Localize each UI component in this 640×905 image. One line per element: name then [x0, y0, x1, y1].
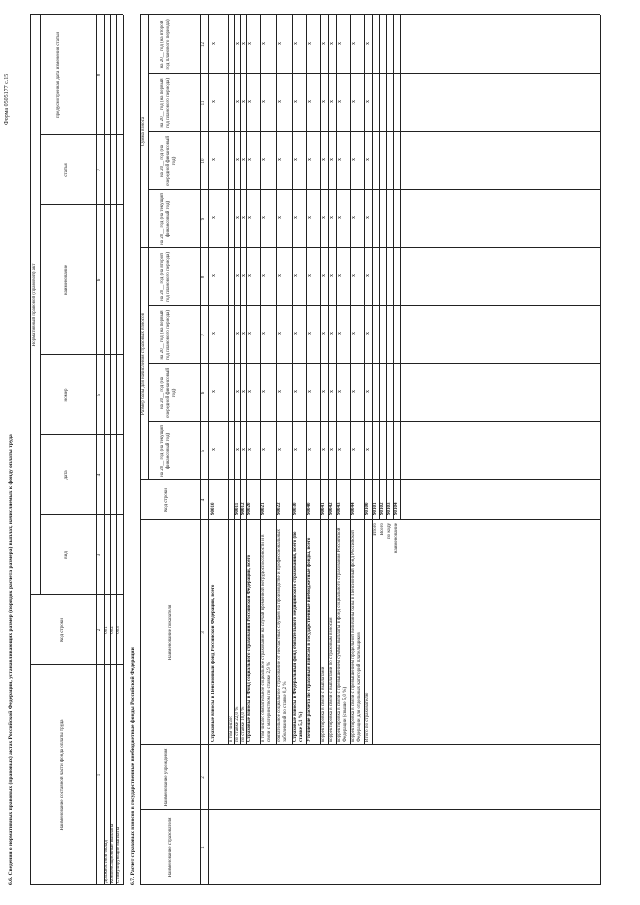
- hdr-part-name: Наименование составной части фонда оплаты труда: [60, 719, 65, 831]
- x-mark: x: [211, 158, 217, 161]
- s67-indicator: Страховые взносы в Пенсионный фонд Российской Федерации, всего: [211, 584, 216, 742]
- x-mark: x: [247, 390, 253, 393]
- x-mark: x: [337, 390, 343, 393]
- x-mark: x: [337, 216, 343, 219]
- s67-code: 90043: [337, 502, 342, 515]
- hdr-y2b: на 20__ год (на очередной финансовый год): [160, 136, 177, 187]
- s67-indicator: по ставке 22,0 %: [235, 706, 240, 742]
- x-mark: x: [293, 158, 299, 161]
- x-mark: x: [307, 274, 313, 277]
- s66-colnum: 7: [97, 168, 102, 172]
- hdr-y1: на 20__ год (на текущий финансовый год): [160, 425, 171, 477]
- s66-row-name: Должностной оклад: [104, 840, 109, 883]
- hdr-y3b: на 20__ год (на первый год планового периода): [160, 78, 171, 128]
- hdr-base-group: Размер базы для начисления страховых взносов: [141, 313, 146, 415]
- x-mark: x: [307, 390, 313, 393]
- hdr-sum-group: Сумма взноса: [141, 116, 146, 147]
- s67-indicator: корректировка в связи с выплатами: [321, 666, 326, 742]
- hdr-row-code: Код строки: [60, 618, 65, 642]
- hdr-insurer: Наименование страхователя: [168, 817, 173, 878]
- x-mark: x: [329, 216, 335, 219]
- x-mark: x: [365, 100, 371, 103]
- x-mark: x: [365, 274, 371, 277]
- x-mark: x: [293, 216, 299, 219]
- s67-code: 90011: [235, 502, 240, 515]
- s67-indicator: по ставке 10,0 %: [241, 706, 246, 742]
- x-mark: x: [321, 332, 327, 335]
- s67-code: 90010: [211, 502, 216, 515]
- hdr-naim: наименование: [64, 264, 69, 296]
- s67-colnum: 1: [201, 846, 206, 849]
- x-mark: x: [241, 100, 247, 103]
- x-mark: x: [235, 448, 241, 451]
- hdr-vid: вид: [64, 551, 69, 559]
- x-mark: x: [293, 332, 299, 335]
- x-mark: x: [365, 42, 371, 45]
- s66-colnum: 3: [97, 553, 102, 557]
- s67-code: 90100: [365, 502, 370, 515]
- s67-code: 90042: [329, 502, 334, 515]
- x-mark: x: [261, 332, 267, 335]
- x-mark: x: [307, 158, 313, 161]
- x-mark: x: [235, 158, 241, 161]
- footer-label: по коду: [387, 523, 392, 540]
- section-6-7-title: 6.7. Расчет страховых взносов в государственные внебюджетные фонды Российской Федерации: [130, 647, 136, 885]
- s66-row-name: Стимулирующие выплаты: [116, 827, 121, 883]
- x-mark: x: [277, 42, 283, 45]
- s66-colnum: 5: [97, 393, 102, 397]
- x-mark: x: [351, 274, 357, 277]
- s66-colnum: 8: [97, 73, 102, 77]
- x-mark: x: [329, 100, 335, 103]
- s66-colnum: 6: [97, 278, 102, 282]
- x-mark: x: [337, 42, 343, 45]
- x-mark: x: [277, 158, 283, 161]
- x-mark: x: [351, 332, 357, 335]
- s67-code: 90022: [277, 502, 282, 515]
- s67-code: 90040: [307, 502, 312, 515]
- hdr-y3: на 20__ год (на первый год планового периода): [160, 310, 171, 360]
- x-mark: x: [351, 100, 357, 103]
- row-divider: [372, 15, 373, 745]
- x-mark: x: [261, 42, 267, 45]
- x-mark: x: [241, 274, 247, 277]
- x-mark: x: [261, 274, 267, 277]
- hdr-indicator: Наименование показателя: [168, 604, 173, 661]
- row-divider: [393, 15, 394, 520]
- s67-colnum: 11: [201, 100, 206, 106]
- hdr-row-code-67: Код строки: [164, 488, 169, 512]
- hdr-y4: на 20__ год (на второй год планового периода): [160, 252, 171, 302]
- s67-code: 90044: [351, 502, 356, 515]
- hdr-y1b: на 20__ год (на текущий финансовый год): [160, 193, 171, 245]
- x-mark: x: [321, 100, 327, 103]
- x-mark: x: [277, 390, 283, 393]
- hdr-y2: на 20__ год (на очередной финансовый год): [160, 368, 177, 419]
- x-mark: x: [307, 100, 313, 103]
- x-mark: x: [211, 42, 217, 45]
- x-mark: x: [293, 42, 299, 45]
- x-mark: x: [321, 42, 327, 45]
- x-mark: x: [235, 332, 241, 335]
- s67-indicator: в том числе:: [229, 715, 234, 742]
- s67-code: 90012: [241, 502, 246, 515]
- footer-code: 90104: [394, 502, 399, 515]
- x-mark: x: [321, 390, 327, 393]
- row-divider: [400, 15, 401, 520]
- x-mark: x: [293, 100, 299, 103]
- s66-colnum: 4: [97, 473, 102, 477]
- x-mark: x: [241, 390, 247, 393]
- s67-colnum: 12: [201, 42, 206, 47]
- x-mark: x: [247, 274, 253, 277]
- x-mark: x: [261, 100, 267, 103]
- x-mark: x: [247, 216, 253, 219]
- s67-code: 90041: [321, 502, 326, 515]
- x-mark: x: [261, 390, 267, 393]
- x-mark: x: [211, 274, 217, 277]
- x-mark: x: [247, 100, 253, 103]
- footer-label: Итого: [373, 523, 378, 536]
- x-mark: x: [351, 390, 357, 393]
- x-mark: x: [235, 390, 241, 393]
- x-mark: x: [211, 448, 217, 451]
- x-mark: x: [241, 448, 247, 451]
- x-mark: x: [337, 332, 343, 335]
- s67-indicator: Итого по страхователю: [365, 692, 370, 742]
- x-mark: x: [351, 158, 357, 161]
- x-mark: x: [365, 332, 371, 335]
- x-mark: x: [277, 274, 283, 277]
- x-mark: x: [235, 42, 241, 45]
- s66-colnum: 1: [97, 773, 102, 777]
- s67-colnum: 10: [201, 158, 206, 164]
- x-mark: x: [329, 390, 335, 393]
- x-mark: x: [277, 332, 283, 335]
- s66-colnum: 2: [97, 628, 102, 632]
- s67-indicator: в том числе: обязательное социальное страхование на случай временной нетрудоспособности и в связи с материнством по ставке 2,9 %: [261, 534, 272, 742]
- s67-colnum: 4: [201, 498, 206, 502]
- x-mark: x: [235, 100, 241, 103]
- x-mark: x: [261, 158, 267, 161]
- hdr-act-group: Нормативный правовой (правовой) акт: [32, 263, 37, 347]
- x-mark: x: [337, 158, 343, 161]
- form-id: Форма 0505177 с.15: [4, 73, 10, 125]
- x-mark: x: [307, 42, 313, 45]
- s67-indicator: корректировка в связи с превышением предельной величины базы в Пенсионный фонд Российской Федерации для отдельных категорий плательщиков: [351, 530, 362, 742]
- footer-label: Всего: [380, 523, 385, 536]
- x-mark: x: [261, 448, 267, 451]
- hdr-y4b: на 20__ год (на второй год планового периода): [160, 19, 171, 70]
- s67-colnum: 2: [201, 776, 206, 779]
- s66-row-code: 002: [110, 626, 115, 634]
- x-mark: x: [211, 100, 217, 103]
- footer-code: 90102: [380, 502, 385, 515]
- x-mark: x: [329, 158, 335, 161]
- x-mark: x: [241, 158, 247, 161]
- x-mark: x: [241, 332, 247, 335]
- s67-indicator: корректировка в связи с выплатами по страховым взносам: [329, 617, 334, 742]
- x-mark: x: [321, 216, 327, 219]
- hdr-statya: статья: [64, 163, 69, 177]
- x-mark: x: [321, 158, 327, 161]
- x-mark: x: [365, 216, 371, 219]
- s67-colnum: 7: [201, 333, 206, 337]
- footer-label: наименование: [394, 523, 399, 554]
- x-mark: x: [261, 216, 267, 219]
- x-mark: x: [351, 448, 357, 451]
- s67-code: 90030: [293, 502, 298, 515]
- x-mark: x: [235, 274, 241, 277]
- s66-row-name: Компенсационные выплаты: [110, 823, 115, 883]
- s67-indicator: Страховые взносы в Фонд социального страхования Российской Федерации, всего: [247, 554, 252, 742]
- x-mark: x: [351, 42, 357, 45]
- x-mark: x: [329, 274, 335, 277]
- x-mark: x: [351, 216, 357, 219]
- row-divider: [379, 15, 380, 520]
- x-mark: x: [329, 448, 335, 451]
- x-mark: x: [307, 448, 313, 451]
- s67-code: 90020: [247, 502, 252, 515]
- x-mark: x: [329, 332, 335, 335]
- s67-indicator: обязательное социальное страхование от несчастных случаев на производстве и профессиональных заболеваний по ставке 0,2 %: [277, 529, 288, 742]
- x-mark: x: [277, 100, 283, 103]
- x-mark: x: [247, 158, 253, 161]
- x-mark: x: [247, 448, 253, 451]
- x-mark: x: [211, 332, 217, 335]
- x-mark: x: [337, 100, 343, 103]
- x-mark: x: [337, 274, 343, 277]
- section-6-6-title: 6.6. Сведения о нормативных правовых (правовых) актах Российской Федерации, устанавливающих размер (порядок расчета размера) выплат, начисляемых к фонду оплаты труда: [8, 434, 14, 885]
- x-mark: x: [241, 216, 247, 219]
- row-divider: [386, 15, 387, 520]
- s66-row-code: 003: [116, 626, 121, 634]
- x-mark: x: [307, 216, 313, 219]
- x-mark: x: [293, 274, 299, 277]
- hdr-date: дата: [64, 470, 69, 480]
- x-mark: x: [247, 332, 253, 335]
- hdr-number: номер: [64, 388, 69, 402]
- x-mark: x: [241, 42, 247, 45]
- x-mark: x: [235, 216, 241, 219]
- s67-colnum: 3: [201, 631, 206, 634]
- hdr-position: Наименование учреждения: [164, 748, 169, 807]
- x-mark: x: [293, 390, 299, 393]
- x-mark: x: [337, 448, 343, 451]
- footer-code: 90103: [387, 502, 392, 515]
- s67-colnum: 9: [201, 217, 206, 221]
- x-mark: x: [277, 216, 283, 219]
- s67-colnum: 6: [201, 391, 206, 395]
- footer-code: 90101: [373, 502, 378, 515]
- x-mark: x: [365, 448, 371, 451]
- s66-row-code: 001: [104, 626, 109, 634]
- s67-indicator: Уточнение расчета по страховым взносам в государственные внебюджетные фонды, всего: [307, 537, 312, 742]
- x-mark: x: [307, 332, 313, 335]
- x-mark: x: [211, 390, 217, 393]
- x-mark: x: [365, 390, 371, 393]
- x-mark: x: [321, 274, 327, 277]
- x-mark: x: [247, 42, 253, 45]
- x-mark: x: [211, 216, 217, 219]
- s67-colnum: 5: [201, 449, 206, 453]
- s67-indicator: Страховые взносы в Федеральный фонд обязательного медицинского страхования, всего (по ставке 5,1 %): [293, 531, 304, 742]
- x-mark: x: [321, 448, 327, 451]
- s67-colnum: 8: [201, 275, 206, 279]
- s67-code: 90021: [261, 502, 266, 515]
- x-mark: x: [293, 448, 299, 451]
- x-mark: x: [277, 448, 283, 451]
- x-mark: x: [329, 42, 335, 45]
- x-mark: x: [365, 158, 371, 161]
- s67-indicator: корректировка в связи с превышением суммы выплаты в фонд социального страхования Российской Федерации (свыше 5,0 %): [337, 527, 348, 742]
- hdr-predusm: предусмотренная дата изменения статьи: [56, 31, 61, 119]
